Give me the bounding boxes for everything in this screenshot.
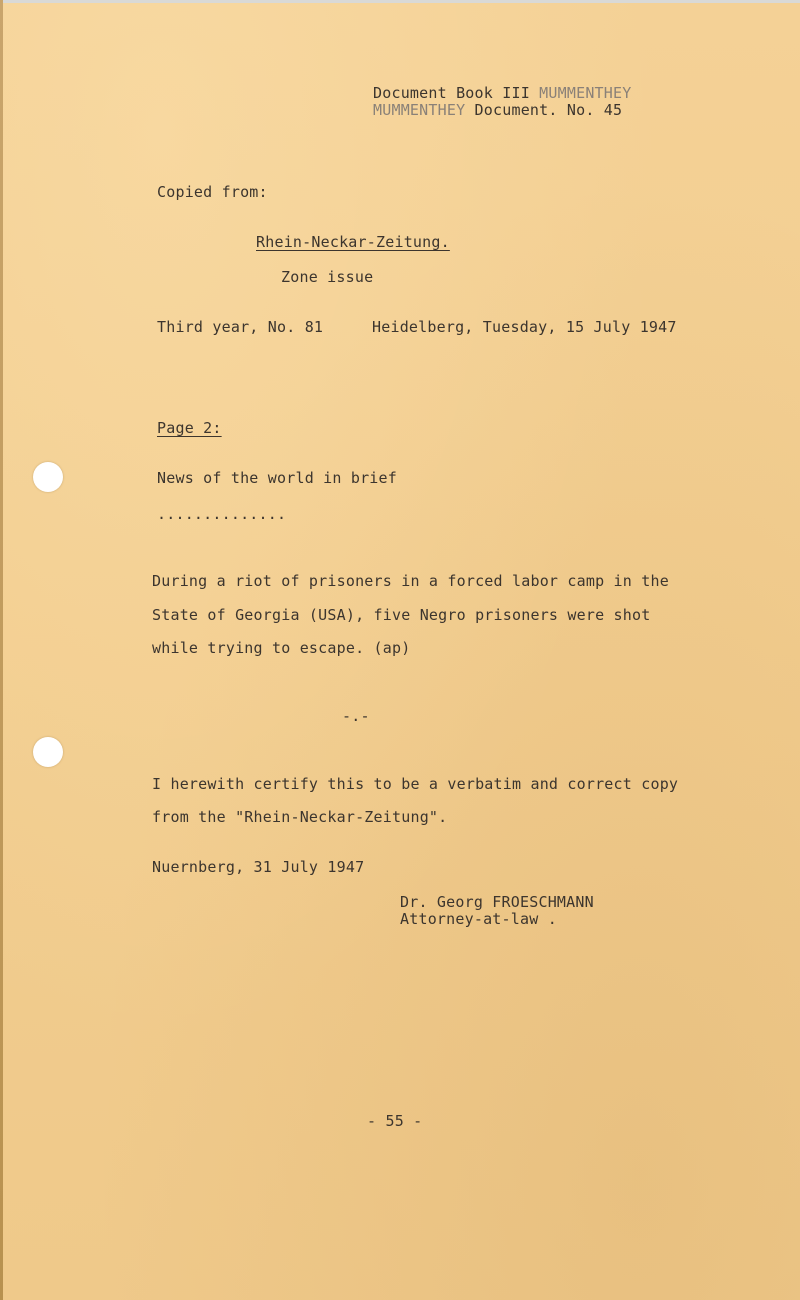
certification-line-2: from the "Rhein-Neckar-Zeitung".: [152, 808, 448, 826]
page-label: Page 2:: [157, 419, 222, 437]
punch-hole-bottom: [33, 737, 63, 767]
issue-label: Zone issue: [281, 268, 374, 286]
header-line-1: [373, 84, 631, 102]
punch-hole-top: [33, 462, 63, 492]
header-book-label: Document Book III: [373, 84, 530, 102]
newspaper-title: Rhein-Neckar-Zeitung.: [256, 233, 450, 251]
header-defendant-name-2: MUMMENTHEY: [373, 101, 466, 119]
volume-label: Third year, No. 81: [157, 318, 324, 336]
header-line-2: [373, 101, 622, 119]
section-title: News of the world in brief: [157, 469, 397, 487]
publication-place-date: Heidelberg, Tuesday, 15 July 1947: [372, 318, 677, 336]
page-top-edge: [0, 0, 800, 3]
signer-title: Attorney-at-law .: [400, 910, 557, 928]
article-line-2: State of Georgia (USA), five Negro prisoners were shot: [152, 606, 651, 624]
copied-from-label: Copied from:: [157, 183, 268, 201]
certification-line-1: I herewith certify this to be a verbatim and correct copy: [152, 775, 679, 793]
page-number: - 55 -: [367, 1112, 423, 1130]
page-left-edge: [0, 0, 3, 1300]
separator-dots: ..............: [157, 505, 287, 523]
signer-name: Dr. Georg FROESCHMANN: [400, 893, 594, 911]
header-defendant-name: MUMMENTHEY: [539, 84, 632, 102]
article-line-1: During a riot of prisoners in a forced labor camp in the: [152, 572, 669, 590]
header-document-number: Document. No. 45: [474, 101, 623, 119]
article-line-3: while trying to escape. (ap): [152, 639, 411, 657]
certification-place-date: Nuernberg, 31 July 1947: [152, 858, 365, 876]
article-divider: -.-: [342, 707, 370, 725]
